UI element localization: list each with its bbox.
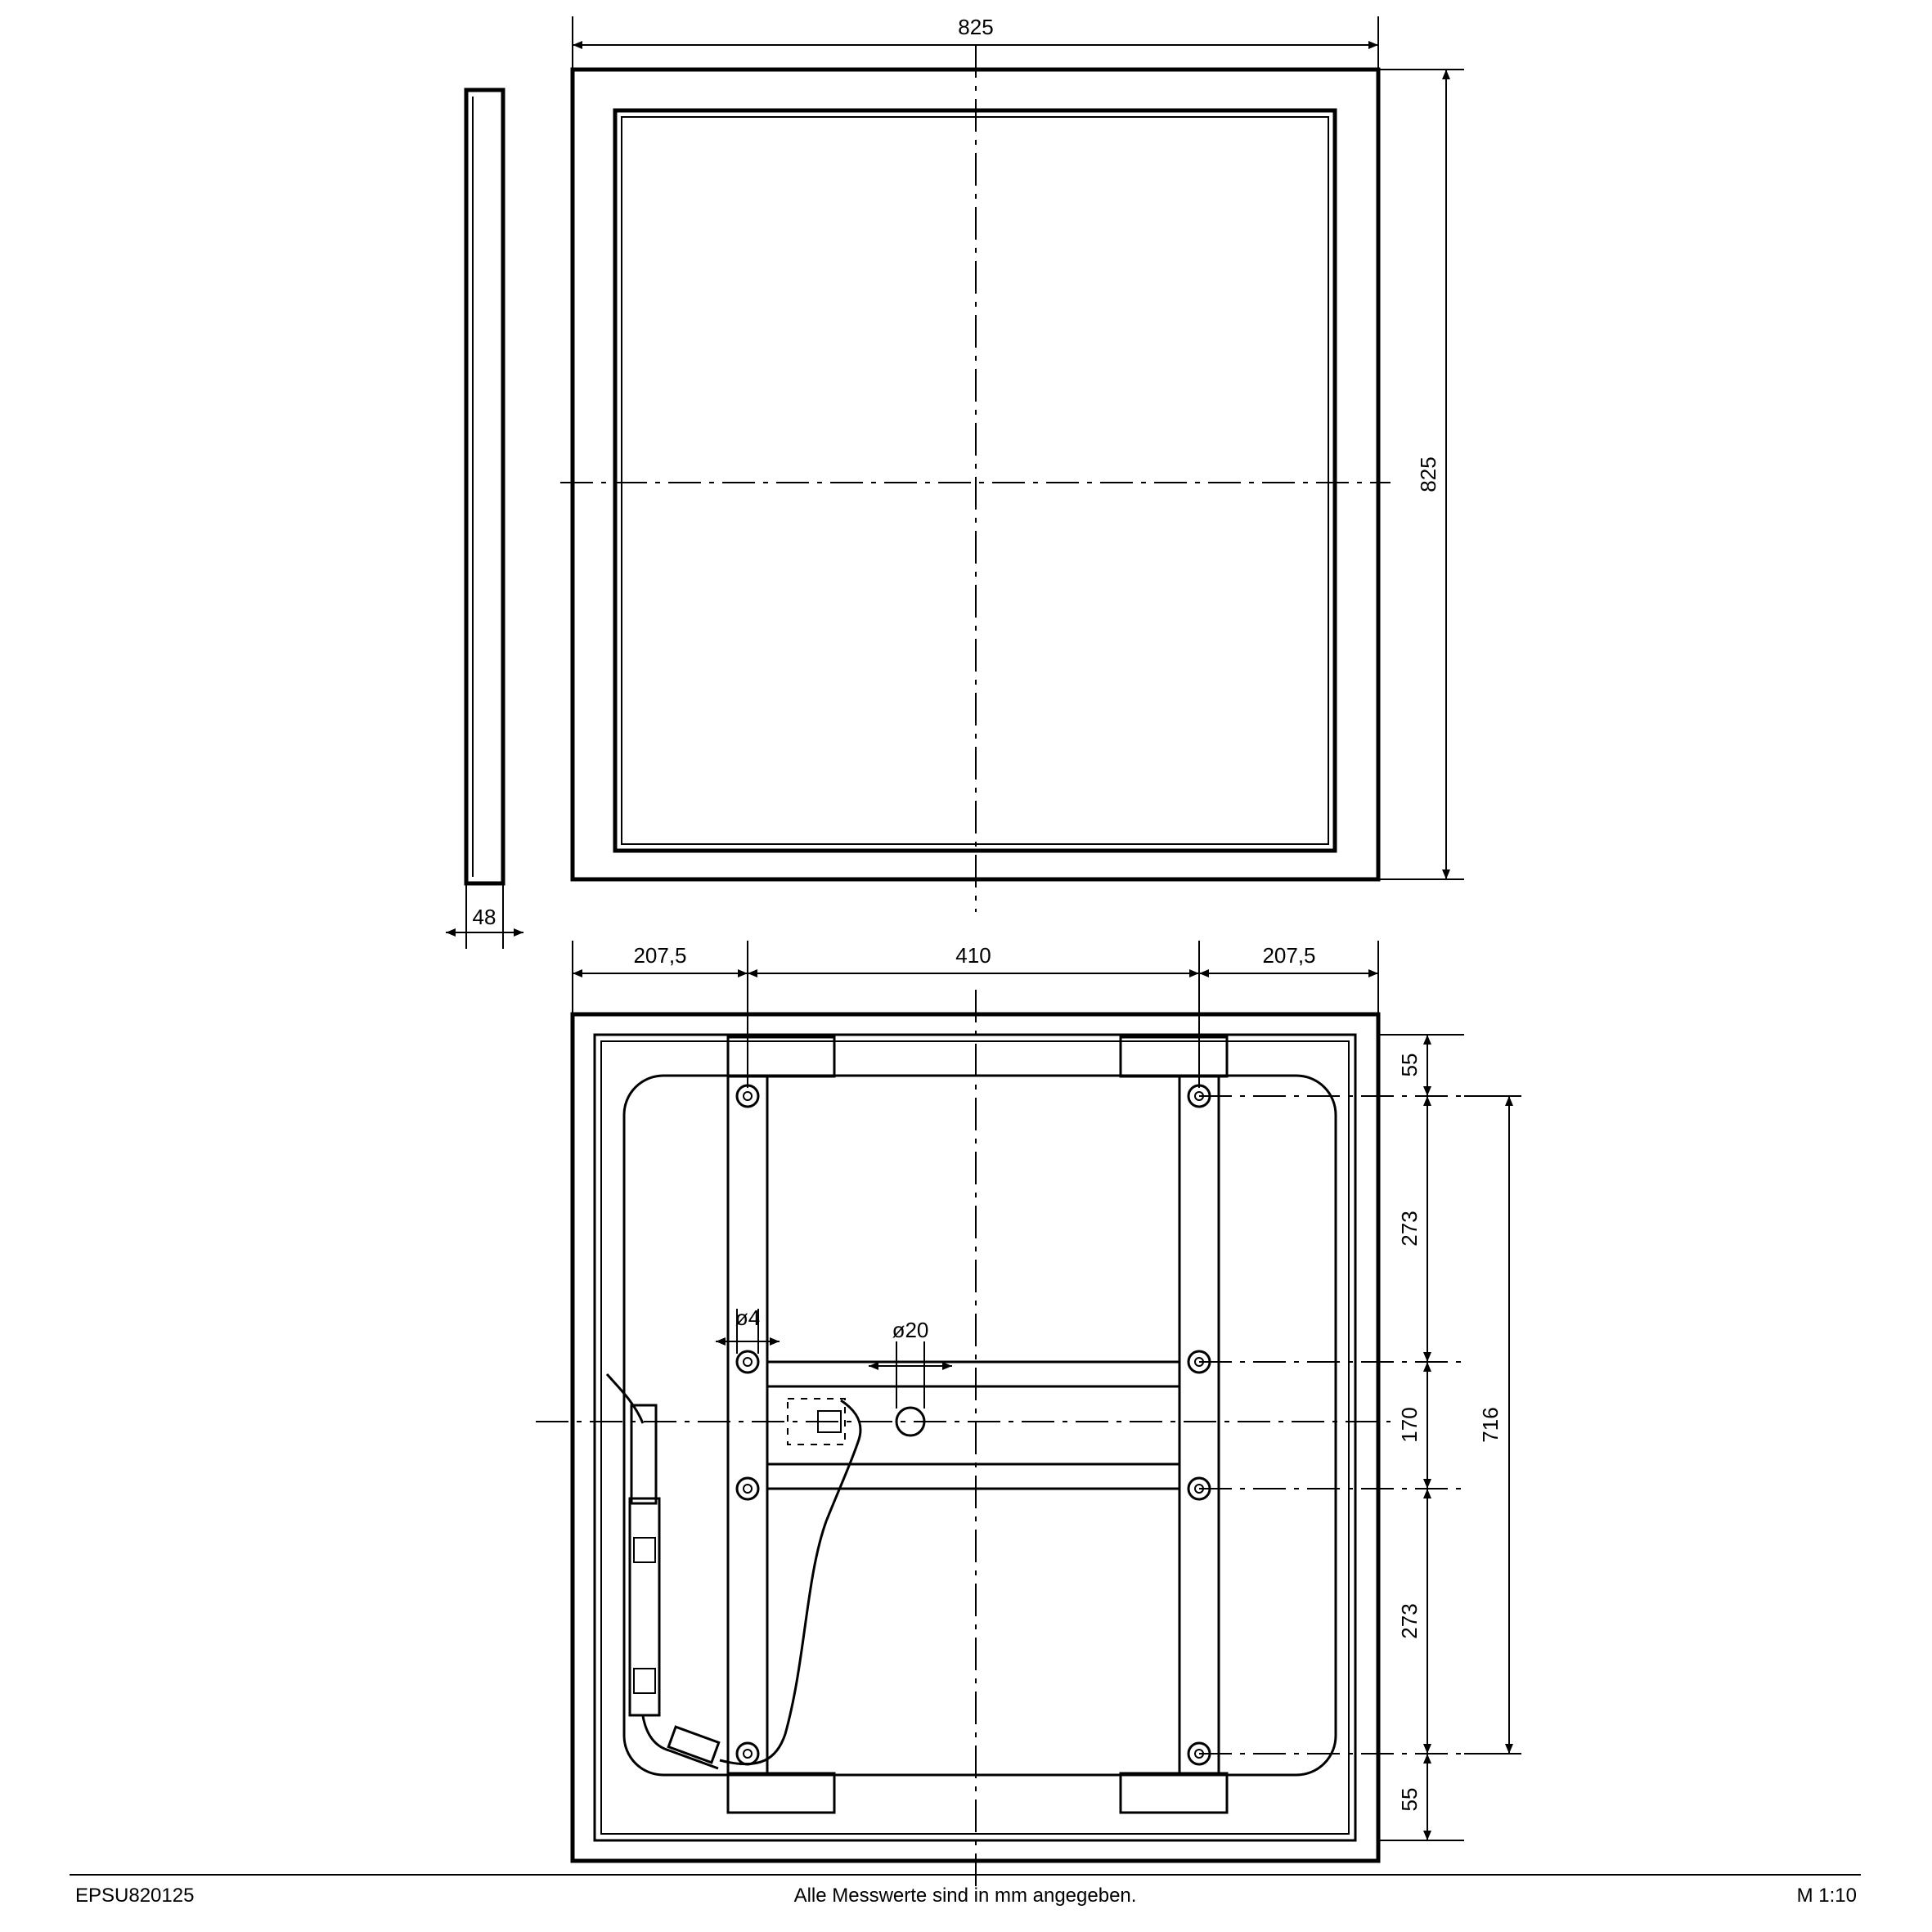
dim-back-left: 207,5 bbox=[633, 943, 687, 968]
footer bbox=[70, 1875, 1861, 1907]
dim-side-thickness: 48 bbox=[472, 905, 496, 929]
dim-hole-small: ø4 bbox=[735, 1305, 761, 1330]
dim-back-middle: 170 bbox=[1397, 1407, 1422, 1443]
scale-note: M 1:10 bbox=[1796, 1885, 1857, 1907]
back-view bbox=[536, 941, 1521, 1889]
side-view bbox=[446, 90, 523, 949]
part-code: EPSU820125 bbox=[75, 1885, 195, 1907]
front-view bbox=[560, 15, 1464, 912]
dim-back-right: 207,5 bbox=[1262, 943, 1316, 968]
dim-back-top-edge: 55 bbox=[1397, 1053, 1422, 1077]
dim-back-center: 410 bbox=[955, 943, 991, 968]
dim-back-lower: 273 bbox=[1397, 1603, 1422, 1639]
dim-back-overall: 716 bbox=[1478, 1407, 1503, 1443]
dim-front-width: 825 bbox=[958, 15, 994, 39]
units-note: Alle Messwerte sind in mm angegeben. bbox=[793, 1885, 1137, 1907]
screw-holes bbox=[737, 1085, 1210, 1764]
dim-back-upper: 273 bbox=[1397, 1211, 1422, 1247]
dim-hole-large: ø20 bbox=[892, 1318, 929, 1342]
dim-back-bottom-edge: 55 bbox=[1397, 1787, 1422, 1812]
dim-front-height: 825 bbox=[1416, 456, 1440, 492]
